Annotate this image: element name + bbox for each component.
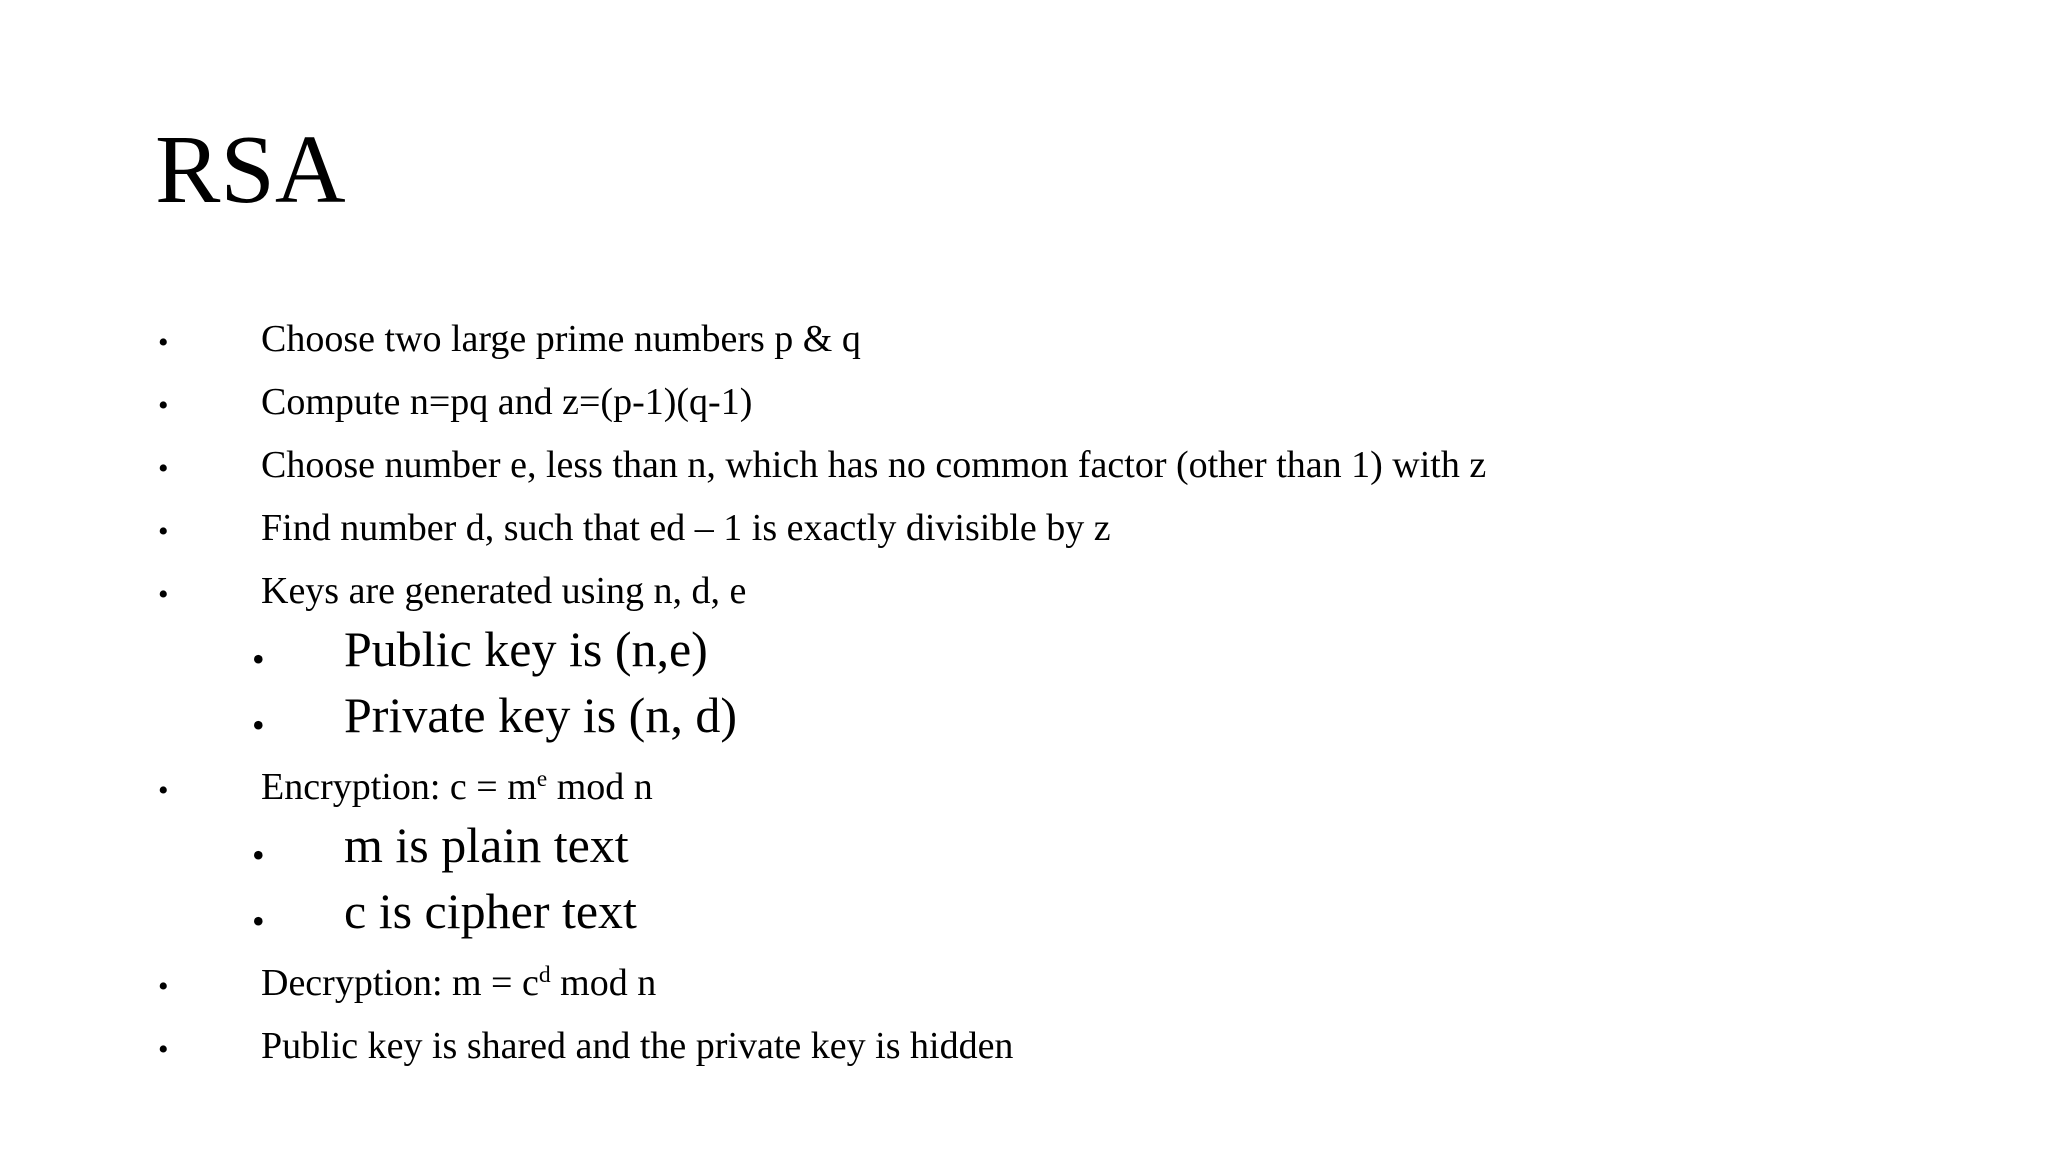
- bullet-text: Public key is shared and the private key is hidden: [261, 1025, 1014, 1067]
- slide-title: RSA: [155, 116, 346, 224]
- bullet-icon: •: [158, 515, 169, 548]
- bullet-icon: •: [252, 639, 265, 679]
- bullet-icon: •: [158, 774, 169, 807]
- exponent: e: [536, 766, 548, 793]
- bullet-icon: •: [158, 389, 169, 422]
- formula-prefix: Decryption: m = c: [261, 962, 539, 1004]
- bullet-icon: •: [252, 705, 265, 745]
- bullet-icon: •: [252, 835, 265, 875]
- bullet-icon: •: [158, 326, 169, 359]
- exponent: d: [538, 962, 551, 989]
- bullet-text: Choose number e, less than n, which has no common factor (other than 1) with z: [261, 444, 1487, 486]
- bullet-icon: •: [158, 452, 169, 485]
- sub-bullet-text: Private key is (n, d): [344, 687, 737, 743]
- formula-suffix: mod n: [547, 766, 653, 808]
- sub-bullet-text: m is plain text: [344, 817, 629, 873]
- formula-prefix: Encryption: c = m: [261, 766, 537, 808]
- bullet-icon: •: [158, 970, 169, 1003]
- bullet-text: Find number d, such that ed – 1 is exactly divisible by z: [261, 507, 1111, 549]
- formula-suffix: mod n: [550, 962, 657, 1004]
- bullet-text: Keys are generated using n, d, e: [261, 570, 747, 612]
- sub-bullet-text: c is cipher text: [344, 883, 637, 939]
- bullet-icon: •: [158, 1033, 169, 1066]
- bullet-text: Choose two large prime numbers p & q: [261, 318, 861, 360]
- bullet-text-encryption: [261, 765, 653, 809]
- bullet-icon: •: [158, 578, 169, 611]
- bullet-text-decryption: [261, 961, 656, 1005]
- bullet-icon: •: [252, 901, 265, 941]
- bullet-text: Compute n=pq and z=(p-1)(q-1): [261, 381, 753, 423]
- sub-bullet-text: Public key is (n,e): [344, 621, 708, 677]
